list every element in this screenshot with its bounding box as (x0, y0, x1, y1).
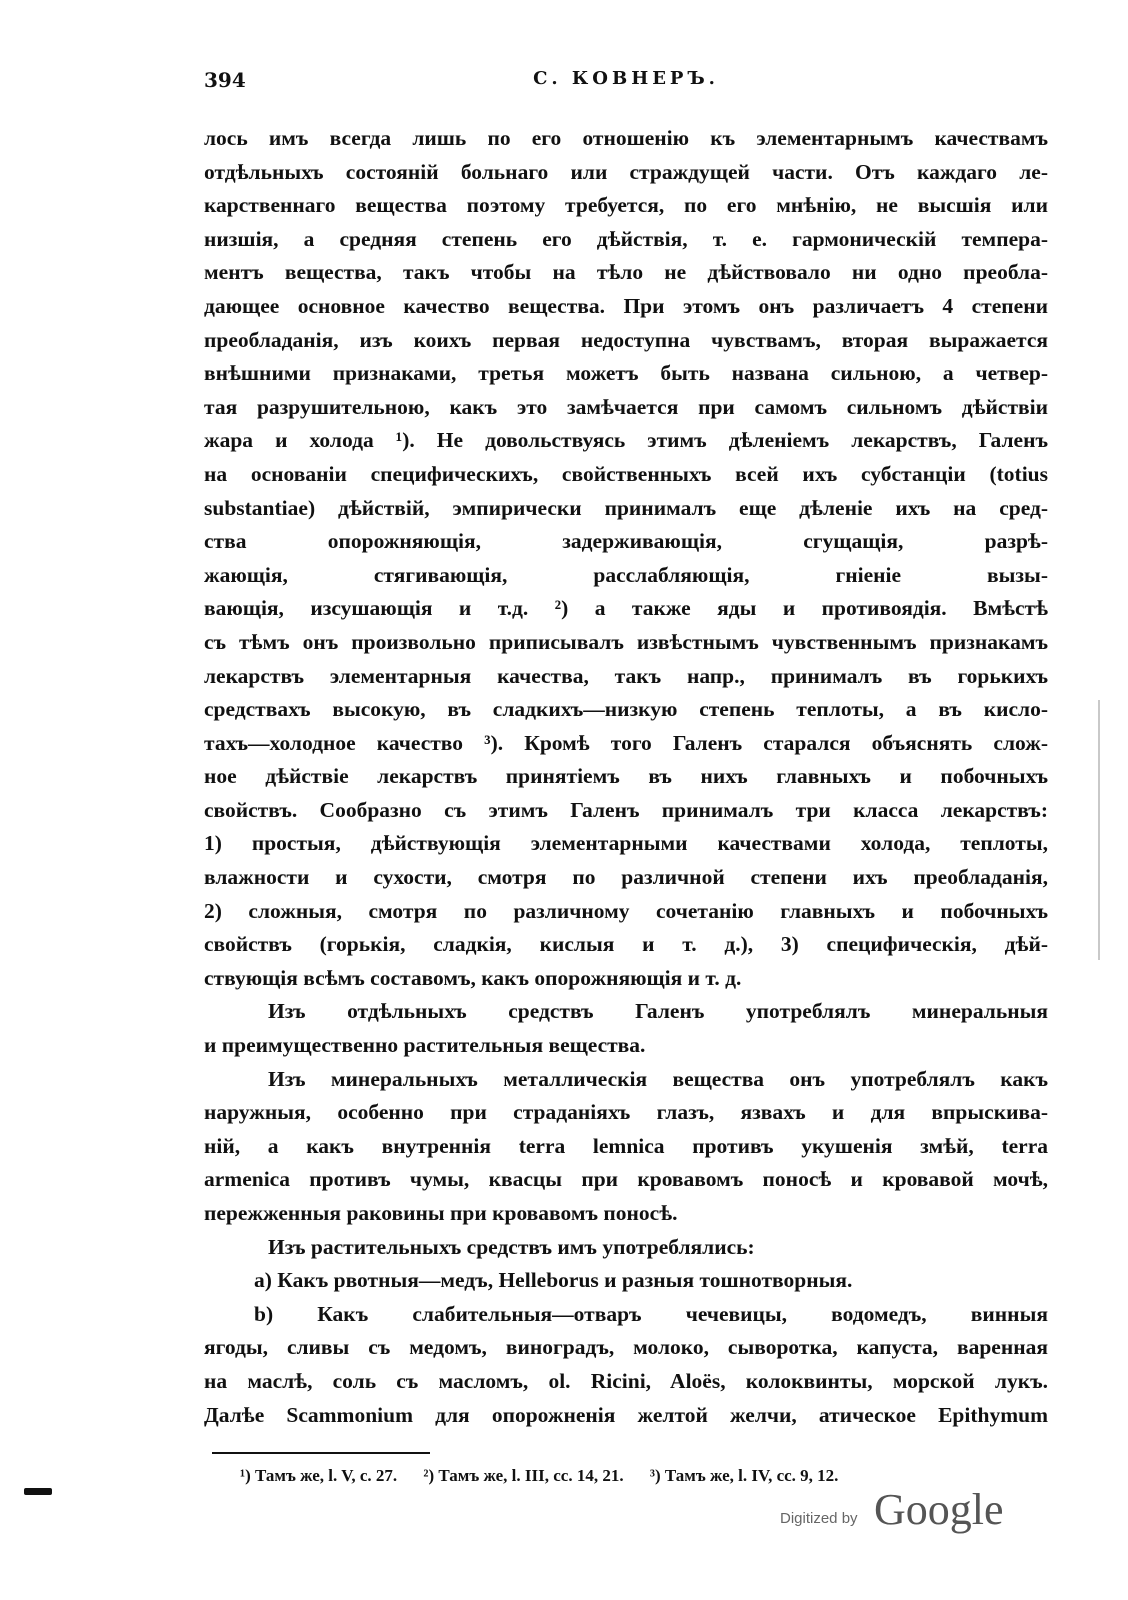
text-line: ментъ вещества, такъ чтобы на тѣло не дѣйствовало ни одно преобла- (204, 260, 1048, 285)
text-line: ства опорожняющія, задерживающія, сгущащія, разрѣ- (204, 529, 1048, 554)
text-line: низшія, а средняя степень его дѣйствія, т. е. гармоническій темпера- (204, 226, 1048, 251)
scan-edge-line (1098, 700, 1100, 960)
text-line: тахъ—холодное качество ³). Кромѣ того Галенъ старался объяснять слож- (204, 730, 1048, 755)
text-line: substantiae) дѣйствій, эмпирически принималъ еще дѣленіе ихъ на сред- (204, 495, 1048, 520)
text-line: 1) простыя, дѣйствующія элементарными качествами холода, теплоты, (204, 831, 1048, 856)
footnote-1: ¹) Тамъ же, l. V, с. 27. (240, 1466, 398, 1485)
text-line: преобладанія, изъ коихъ первая недоступна чувствамъ, вторая выражается (204, 327, 1048, 352)
digitized-watermark (780, 1484, 1020, 1544)
text-line: 2) сложныя, смотря по различному сочетанію главныхъ и побочныхъ (204, 898, 1048, 923)
text-line: свойствъ. Сообразно съ этимъ Галенъ принималъ три класса лекарствъ: (204, 797, 1048, 822)
body-text (204, 122, 1048, 1432)
text-line: a) Какъ рвотныя—медъ, Helleborus и разныя тошнотворныя. (254, 1268, 853, 1293)
text-line: внѣшними признаками, третья можетъ быть названа сильною, а четвер- (204, 361, 1048, 386)
text-line: ствующія всѣмъ составомъ, какъ опорожняющія и т. д. (204, 965, 742, 990)
text-line: наружныя, особенно при страданіяхъ глазъ, язвахъ и для впрыскива- (204, 1100, 1048, 1125)
text-line: карственнаго вещества поэтому требуется, по его мнѣнію, не высшія или (204, 193, 1048, 218)
text-line: жара и холода ¹). Не довольствуясь этимъ дѣленіемъ лекарствъ, Галенъ (204, 428, 1048, 453)
text-line: влажности и сухости, смотря по различной степени ихъ преобладанія, (204, 865, 1048, 890)
running-head: С. КОВНЕРЪ. (533, 68, 719, 89)
footnote-2: ²) Тамъ же, l. III, сс. 14, 21. (423, 1466, 624, 1485)
page-number: 394 (204, 68, 246, 92)
text-line: свойствъ (горькія, сладкія, кислыя и т. д.), 3) специфическія, дѣй- (204, 932, 1048, 957)
text-line: на основаніи специфическихъ, свойственныхъ всей ихъ субстанціи (totius (204, 461, 1048, 486)
text-line: Изъ отдѣльныхъ средствъ Галенъ употреблялъ минеральныя (268, 999, 1048, 1024)
scan-mark (24, 1488, 52, 1495)
footnote-divider (212, 1452, 430, 1454)
text-line: тая разрушительною, какъ это замѣчается при самомъ сильномъ дѣйствіи (204, 394, 1048, 419)
text-line: съ тѣмъ онъ произвольно приписывалъ извѣстнымъ чувственнымъ признакамъ (204, 629, 1048, 654)
watermark-prefix: Digitized by (780, 1510, 858, 1527)
text-line: ное дѣйствіе лекарствъ принятіемъ въ нихъ главныхъ и побочныхъ (204, 764, 1048, 789)
text-line: ній, а какъ внутреннія terra lemnica противъ укушенія змѣй, terra (204, 1133, 1048, 1158)
google-logo: Google (874, 1485, 1004, 1534)
page-header (204, 68, 1048, 98)
text-line: Изъ минеральныхъ металлическія вещества онъ употреблялъ какъ (268, 1066, 1048, 1091)
text-line: пережженныя раковины при кровавомъ поносѣ. (204, 1201, 678, 1225)
text-line: жающія, стягивающія, расслабляющія, гніеніе вызы- (204, 562, 1048, 587)
text-line: на маслѣ, соль съ масломъ, ol. Ricini, Aloës, колоквинты, морской лукъ. (204, 1368, 1048, 1393)
text-line: b) Какъ слабительныя—отваръ чечевицы, водомедъ, винныя (254, 1301, 1048, 1326)
text-line: ягоды, сливы съ медомъ, виноградъ, молоко, сыворотка, капуста, варенная (204, 1335, 1048, 1360)
text-line: и преимущественно растительныя вещества. (204, 1033, 646, 1058)
text-line: лекарствъ элементарныя качества, такъ напр., принималъ въ горькихъ (204, 663, 1048, 688)
text-line: лось имъ всегда лишь по его отношенію къ элементарнымъ качествамъ (204, 126, 1048, 150)
text-line: отдѣльныхъ состояній больнаго или страждущей части. Отъ каждаго ле- (204, 159, 1048, 184)
text-line: дающее основное качество вещества. При этомъ онъ различаетъ 4 степени (204, 293, 1048, 318)
footnotes (240, 1466, 1040, 1486)
text-line: средствахъ высокую, въ сладкихъ—низкую степень теплоты, а въ кисло- (204, 697, 1048, 722)
text-line: Изъ растительныхъ средствъ имъ употреблялись: (268, 1234, 755, 1259)
footnote-3: ³) Тамъ же, l. IV, сс. 9, 12. (649, 1466, 839, 1485)
text-line: Далѣе Scammonium для опорожненія желтой желчи, атическое Epithymum (204, 1402, 1048, 1427)
text-line: armenica противъ чумы, квасцы при кровавомъ поносѣ и кровавой мочѣ, (204, 1167, 1048, 1192)
text-line: вающія, изсушающія и т.д. ²) а также яды и противоядія. Вмѣстѣ (204, 596, 1048, 621)
